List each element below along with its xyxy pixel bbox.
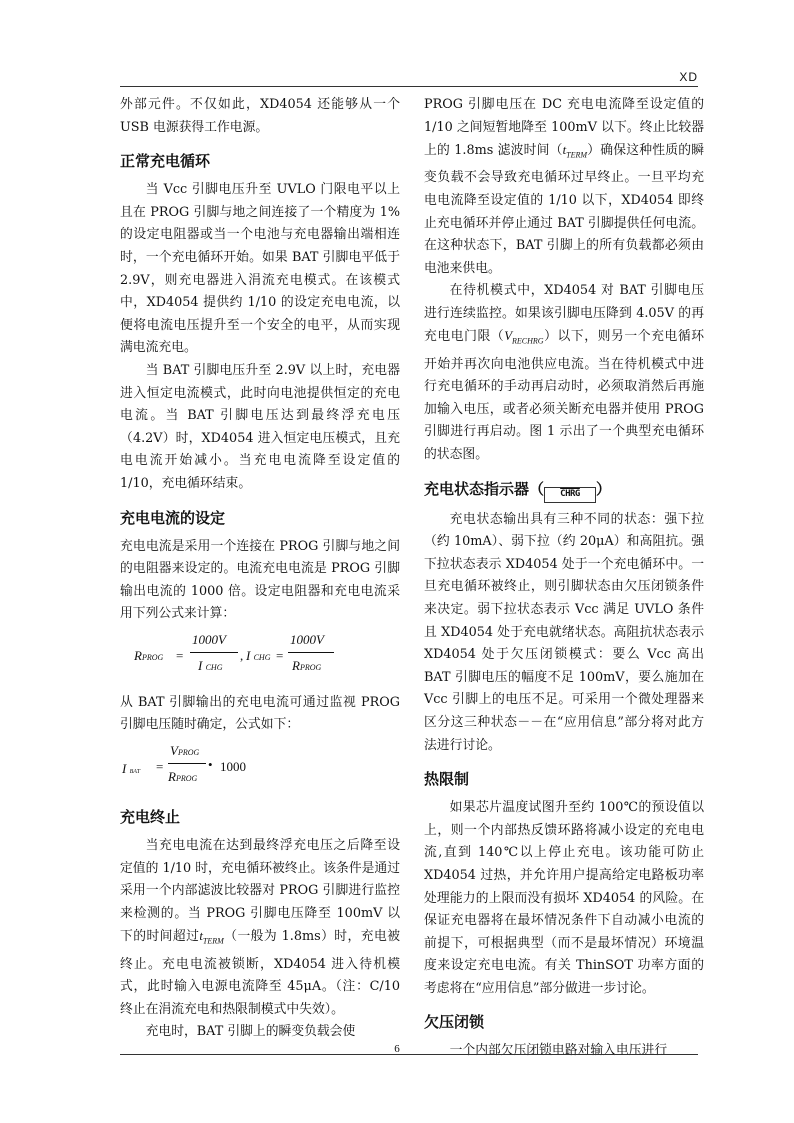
heading-normal-charge-cycle: 正常充电循环 (120, 152, 211, 171)
paragraph-bat-current: 从 BAT 引脚输出的充电电流可通过监视 PROG 引脚电压随时确定，公式如下： (120, 694, 400, 733)
formula-equals-3: = (156, 759, 164, 775)
right-column (424, 94, 704, 1063)
paragraph-normal-cycle-2: 当 BAT 引脚电压升至 2.9V 以上时，充电器进入恒定电流模式，此时向电池提供恒定的充电电流。当 BAT 引脚电压达到最终浮充电压（4.2V）时，XD4054 进入恒定电压模式，且充电电流开始减小。当充电电流降至设定值的 1/10，充电循环结束。 (120, 362, 400, 491)
heading-charge-status-indicator: 充电状态指示器（ CHRG ） (424, 477, 704, 503)
formula-ibat-symbol: I BAT (122, 761, 141, 777)
formula-vprog-numerator: VPROG (170, 743, 200, 759)
heading-undervoltage-lockout: 欠压闭锁 (424, 1013, 485, 1032)
chrg-pin-icon: CHRG (544, 487, 596, 503)
paragraph-termination-continued: PROG 引脚电压在 DC 充电电流降至设定值的 1/10 之间短暂地降至 100mV 以下。终止比较器上的 1.8ms 滤波时间$(t_{TERM})$确保这种性质的瞬变负载不会导致充电循环过早终止。一旦平均充电电流降至设定值的 1/10 以下，XD4054 即终止充电循环并停止通过 BAT 引脚提供任何电流。在这种状态下，BAT 引脚上的所有负载都必须由电池来供电。 (424, 97, 705, 276)
left-column (120, 94, 400, 1044)
t-term-symbol: $t_{TERM}$ (562, 143, 588, 160)
paragraph-charge-status: 充电状态输出具有三种不同的状态：强下拉（约 10mA）、弱下拉（约 20μA）和高阻抗。强下拉状态表示 XD4054 处于一个充电循环中。一旦充电循环被终止，则引脚状态由欠压闭锁条件来决定。弱下拉状态表示 Vcc 满足 UVLO 条件且 XD4054 处于充电就绪状态。高阻抗状态表示 XD4054 处于欠压闭锁模式：要么 Vcc 高出 BAT 引脚电压的幅度不足 100mV，要么施加在 Vcc 引脚上的电压不足。可采用一个微处理器来区分这三种状态－－在“应用信息”部分将对此方法进行讨论。 (424, 511, 704, 753)
formula-denominator-2: RPROG (292, 657, 322, 673)
formula-rprog-ichg (120, 630, 400, 684)
formula-numerator-2: 1000V (290, 631, 324, 647)
heading-thermal-limit: 热限制 (424, 770, 470, 789)
paragraph-termination-1: 当充电电流在达到最终浮充电压之后降至设定值的 1/10 时，充电循环被终止。该条件是通过采用一个内部滤波比较器对 PROG 引脚进行监控来检测的。当 PROG 引脚电压降至 100mV 以下的时间超过$t_{TERM}$（一般为 1.8ms）时，充电被终止。充电电流被锁断，XD4054 进入待机模式，此时输入电源电流降至 45μA。（注：C/10 终止在涓流充电和热限制模式中失效）。 (120, 838, 401, 1017)
fraction-bar-1 (190, 652, 238, 653)
formula-multiply-dot: • (208, 757, 213, 773)
paragraph-termination-2: 充电时，BAT 引脚上的瞬变负载会使 (145, 1024, 356, 1040)
paragraph-standby-mode: 在待机模式中，XD4054 对 BAT 引脚电压进行连续监控。如果该引脚电压降到 4.05V 的再充电电门限$(V_{RECHRG})$以下，则另一个充电循环开始并再次向电池供应电流。当在待机模式中进行充电循环的手动再启动时，必须取消然后再施加输入电压，或者必须关断充电器并使用 PROG 引脚进行再启动。图 1 示出了一个典型充电循环的状态图。 (424, 283, 704, 462)
fraction-bar-2 (288, 652, 334, 653)
footer-rule (120, 1054, 698, 1055)
formula-rprog-denominator: RPROG (168, 769, 198, 785)
formula-equals-1: = (176, 647, 184, 663)
fraction-bar-3 (168, 763, 206, 764)
paragraph-normal-cycle-1: 当 Vcc 引脚电压升至 UVLO 门限电平以上且在 PROG 引脚与地之间连接了一个精度为 1%的设定电阻器或当一个电池与充电器输出端相连时，一个充电循环开始。如果 BAT 引脚电平低于 2.9V，则充电器进入涓流充电模式。在该模式中，XD4054 提供约 1/10 的设定充电电流，以便将电流电压提升至一个安全的电平，从而实现满电流充电。 (120, 182, 400, 356)
formula-ibat (120, 741, 400, 795)
v-rechrg-symbol: $V_{RECHRG}$ (504, 329, 544, 347)
header-brand: XD (679, 70, 698, 84)
formula-ichg-symbol: I CHG (246, 647, 271, 663)
formula-denominator-1: I CHG (198, 657, 223, 673)
formula-numerator-1: 1000V (192, 631, 226, 647)
paragraph-intro-continued: 外部元件。不仅如此，XD4054 还能够从一个USB 电源获得工作电源。 (120, 97, 400, 135)
heading-charge-termination: 充电终止 (120, 808, 181, 827)
paragraph-charge-current-setting: 充电电流是采用一个连接在 PROG 引脚与地之间的电阻器来设定的。电流充电电流是 PROG 引脚输出电流的 1000 倍。设定电阻器和充电电流采用下列公式来计算： (120, 538, 400, 622)
header-rule (120, 86, 698, 87)
formula-constant-1000: 1000 (220, 759, 246, 775)
t-term-symbol: $t_{TERM}$ (199, 929, 224, 946)
formula-comma: , (240, 647, 244, 663)
formula-rprog-symbol: RPROG (134, 647, 164, 663)
page-number: 6 (394, 1043, 400, 1055)
paragraph-thermal-limit: 如果芯片温度试图升至约 100℃的预设值以上，则一个内部热反馈环路将减小设定的充电电流,直到 140℃以上停止充电。该功能可防止 XD4054 过热，并允许用户提高给定电路板功率处理能力的上限而没有损坏 XD4054 的风险。在保证充电器将在最坏情况条件下自动减小电流的前提下，可根据典型（而不是最坏情况）环境温度来设定充电电流。有关 ThinSOT 功率方面的考虑将在“应用信息”部分做进一步讨论。 (424, 800, 704, 996)
heading-charge-current-setting: 充电电流的设定 (120, 508, 226, 527)
paragraph-undervoltage-lockout: 一个内部欠压闭锁电路对输入电压进行 (449, 1043, 668, 1059)
formula-equals-2: = (276, 647, 284, 663)
